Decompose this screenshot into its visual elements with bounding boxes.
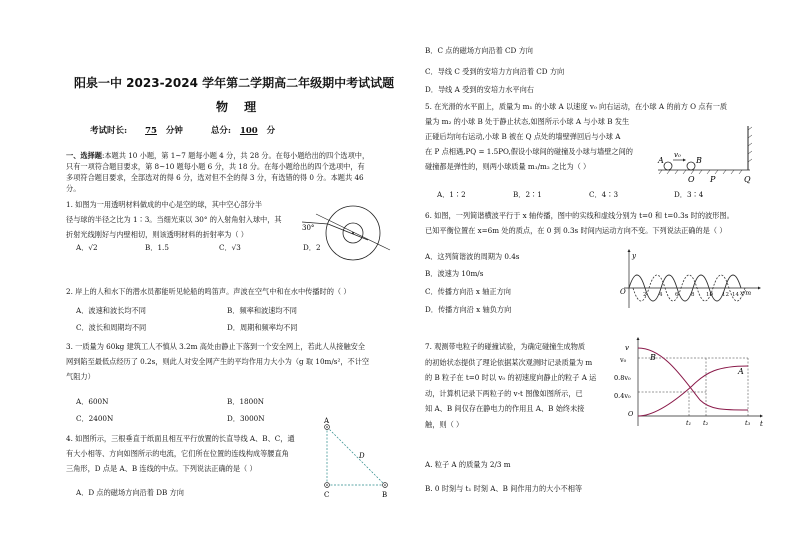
score-value: 100 <box>239 126 258 136</box>
question-1 <box>66 197 282 242</box>
q2-option-a[interactable]: A．波速和波长均不同 <box>76 306 146 315</box>
question-line: 触，则（ ） <box>425 419 464 429</box>
refracted-ray <box>328 224 368 240</box>
label-t1: t₁ <box>686 419 692 427</box>
question-line: 3. 一质量为 60kg 建筑工人不慎从 3.2m 高处由静止下落到一个安全网上，若此人从接触安全 <box>66 342 366 351</box>
label-p: P <box>710 175 716 184</box>
q3-option-a[interactable]: A．600N <box>76 397 109 406</box>
question-7 <box>425 339 596 432</box>
question-line: 气阻力） <box>66 372 95 381</box>
q6-wave-figure <box>612 248 762 310</box>
question-line: 4. 如图所示，三根垂直于纸面且相互平行放置的长直导线 A、B、C，通 <box>66 434 295 443</box>
section-instructions <box>66 150 396 194</box>
exam-meta <box>90 124 275 136</box>
label-c: C <box>324 491 330 499</box>
q3-option-b[interactable]: B．1800N <box>227 397 265 406</box>
question-line: 6. 如图，一列简谐横波平行于 x 轴传播，图中的实线和虚线分别为 t=0 和 t=0.3s 时的波形图。 <box>425 211 734 220</box>
question-line: 的 B 粒子在 t=0 时以 v₀ 的初速度向静止的粒子 A 运 <box>425 373 597 382</box>
q7-option-a[interactable]: A. 粒子 A 的质量为 2/3 m <box>425 460 511 469</box>
label-y: y <box>632 252 636 260</box>
label-origin: O <box>620 288 626 296</box>
question-line: 1. 如图为一用透明材料做成的中心是空的球，其中空心部分半 <box>66 200 263 209</box>
question-line: 量为 m₂ 的小球 B 处于静止状态,如图所示小球 A 与小球 B 发生 <box>425 117 630 126</box>
question-line: 已知平衡位置在 x=6m 处的质点，在 0 到 0.3s 时间内运动方向不变。下列说法正确的是（ ） <box>425 226 727 235</box>
q5-collision-figure <box>652 122 756 186</box>
label-v0: v₀ <box>620 356 627 364</box>
question-line: 三角形，D 点是 A、B 连线的中点。下列说法正确的是（ ） <box>66 464 257 473</box>
label-b: B <box>650 353 656 362</box>
question-line: 有大小相等、方向如图所示的电流，它们所在位置的连线构成等腰直角 <box>66 449 289 458</box>
label-0.4v0: 0.4v₀ <box>614 392 631 400</box>
q1-option-d[interactable]: D．2 <box>303 243 321 252</box>
time-unit: 分钟 <box>165 126 183 136</box>
label-v: v <box>625 344 629 352</box>
tick-label: 14 <box>732 292 739 298</box>
tick-label: 12 <box>722 292 729 298</box>
label-v0: v₀ <box>674 151 681 159</box>
label-x: x/m <box>740 290 752 297</box>
label-0.8v0: 0.8v₀ <box>614 374 631 382</box>
q5-option-b[interactable]: B．2∶1 <box>513 190 542 199</box>
section-line: 分。 <box>66 184 81 193</box>
label-q: Q <box>744 175 751 184</box>
question-6 <box>425 208 734 238</box>
exam-title: 阳泉一中 2023-2024 学年第二学期高二年级期中考试试题 <box>74 76 395 90</box>
exam-subject: 物 理 <box>216 100 263 114</box>
label-a: A <box>324 417 330 425</box>
q4-wires-figure <box>318 416 398 506</box>
q3-option-d[interactable]: D．3000N <box>227 414 265 423</box>
question-line: 正碰后均向右运动,小球 B 被在 Q 点处的墙壁弹回后与小球 A <box>425 132 621 141</box>
ball-a-icon <box>664 162 672 170</box>
question-line: 知 A、B 间仅存在静电力的作用且 A、B 始终未接 <box>425 404 585 413</box>
section-heading: 一、选择题 <box>66 151 102 160</box>
label-origin: O <box>628 410 634 418</box>
label-a: A <box>658 156 664 165</box>
section-line: 只有一项符合题目要求，第 8~10 题每小题 6 分，共 18 分。在每小题给出的四个选项中，有 <box>66 162 365 171</box>
question-line: 动，计算机记录下两粒子的 v-t 图像如图所示，已 <box>425 388 583 398</box>
q2-option-d[interactable]: D．周期和频率均不同 <box>227 323 298 332</box>
q4-option-d[interactable]: D．导线 A 受到的安培力水平向右 <box>425 85 534 94</box>
q4-option-c[interactable]: C．导线 C 受到的安培力方向沿着 CD 方向 <box>425 67 565 76</box>
q1-option-a[interactable]: A．√2 <box>76 243 98 252</box>
ball-b-icon <box>687 162 695 170</box>
q5-option-a[interactable]: A．1∶2 <box>437 190 466 199</box>
label-t: t <box>760 420 763 428</box>
q6-option-d[interactable]: D．传播方向沿 x 轴负方向 <box>425 305 512 314</box>
floor-hatch <box>659 170 742 174</box>
q2-option-b[interactable]: B．频率和波速均不同 <box>227 306 297 315</box>
q6-option-a[interactable]: A．这列简谐波的周期为 0.4s <box>425 252 520 261</box>
time-label: 考试时长: <box>90 126 128 136</box>
label-a: A <box>738 367 744 376</box>
q1-sphere-figure <box>296 200 400 264</box>
label-b: B <box>696 156 702 165</box>
question-line: 7. 观测带电粒子的碰撞试验，为确定碰撞生成物质 <box>425 342 586 351</box>
label-d: D <box>359 452 365 460</box>
label-b: B <box>382 491 388 499</box>
question-line: 碰撞都是弹性的，则两小球质量 m₁/m₂ 之比为（ ） <box>425 162 591 171</box>
label-t3: t₃ <box>745 419 751 427</box>
angle-label: 30° <box>302 224 315 232</box>
q6-option-c[interactable]: C．传播方向沿 x 轴正方向 <box>425 287 511 296</box>
question-line: 在 P 点相遇,PQ = 1.5PO,假设小球间的碰撞及小球与墙壁之间的 <box>425 147 633 156</box>
wall-hatch <box>748 127 752 162</box>
time-value: 75 <box>145 126 157 136</box>
question-line: 网到陷至最低点经历了 0.2s，则此人对安全网产生的平均作用力大小为（g 取 10m/s²，不计空 <box>66 357 370 366</box>
label-t2: t₂ <box>703 419 709 427</box>
q4-option-a[interactable]: A．D 点的磁场方向沿着 DB 方向 <box>76 488 184 497</box>
q6-option-b[interactable]: B．波速为 10m/s <box>425 269 484 278</box>
q5-option-c[interactable]: C．4∶3 <box>589 190 619 199</box>
question-line: 折射光线刚好与内壁相切，则该透明材料的折射率为（ ） <box>66 230 248 239</box>
label-o: O <box>688 175 695 184</box>
q5-option-d[interactable]: D．3∶4 <box>674 190 704 199</box>
q7-vt-figure <box>614 336 764 432</box>
score-unit: 分 <box>266 126 276 136</box>
q3-option-c[interactable]: C．2400N <box>76 414 114 423</box>
tick-label: 6 <box>675 292 679 298</box>
section-line: :本题共 10 小题，第 1~7 题每小题 4 分，共 28 分。在每小题给出的四个选项中， <box>101 151 370 160</box>
tick-label: 8 <box>691 292 695 298</box>
tick-label: 2 <box>643 292 647 298</box>
question-line: 径与球的半径之比为 1∶3。当细光束以 30° 的入射角射入球中，其 <box>66 215 282 224</box>
q2-option-c[interactable]: C．波长和周期均不同 <box>76 323 147 332</box>
q1-option-b[interactable]: B．1.5 <box>145 243 169 252</box>
score-label: 总分: <box>210 126 231 136</box>
tick-label: 4 <box>659 292 663 298</box>
question-3 <box>66 339 369 384</box>
q7-option-b[interactable]: B. 0 时刻与 t₁ 时刻 A、B 间作用力的大小不相等 <box>425 484 583 493</box>
tick-label: 10 <box>706 292 713 298</box>
question-line: 的初始状态提供了理论依据某次观测时记录质量为 m <box>425 357 593 367</box>
question-4 <box>66 431 295 476</box>
q1-option-c[interactable]: C．√3 <box>219 243 241 252</box>
section-line: 多项符合题目要求，全部选对的得 6 分，选对但不全的得 3 分，有选错的得 0 分。本题共 46 <box>66 173 364 182</box>
edge-ab <box>327 427 385 485</box>
question-line: 5. 在光滑的水平面上，质量为 m₁ 的小球 A 以速度 v₀ 向右运动，在小球 A 的前方 O 点有一质 <box>425 102 728 111</box>
question-2: 2. 岸上的人和水下的潜水员都能听见轮船的鸣笛声。声波在空气中和在水中传播时的（ ） <box>66 287 351 296</box>
normal-line <box>316 214 390 250</box>
q4-option-b[interactable]: B．C 点的磁场方向沿着 CD 方向 <box>425 46 533 55</box>
